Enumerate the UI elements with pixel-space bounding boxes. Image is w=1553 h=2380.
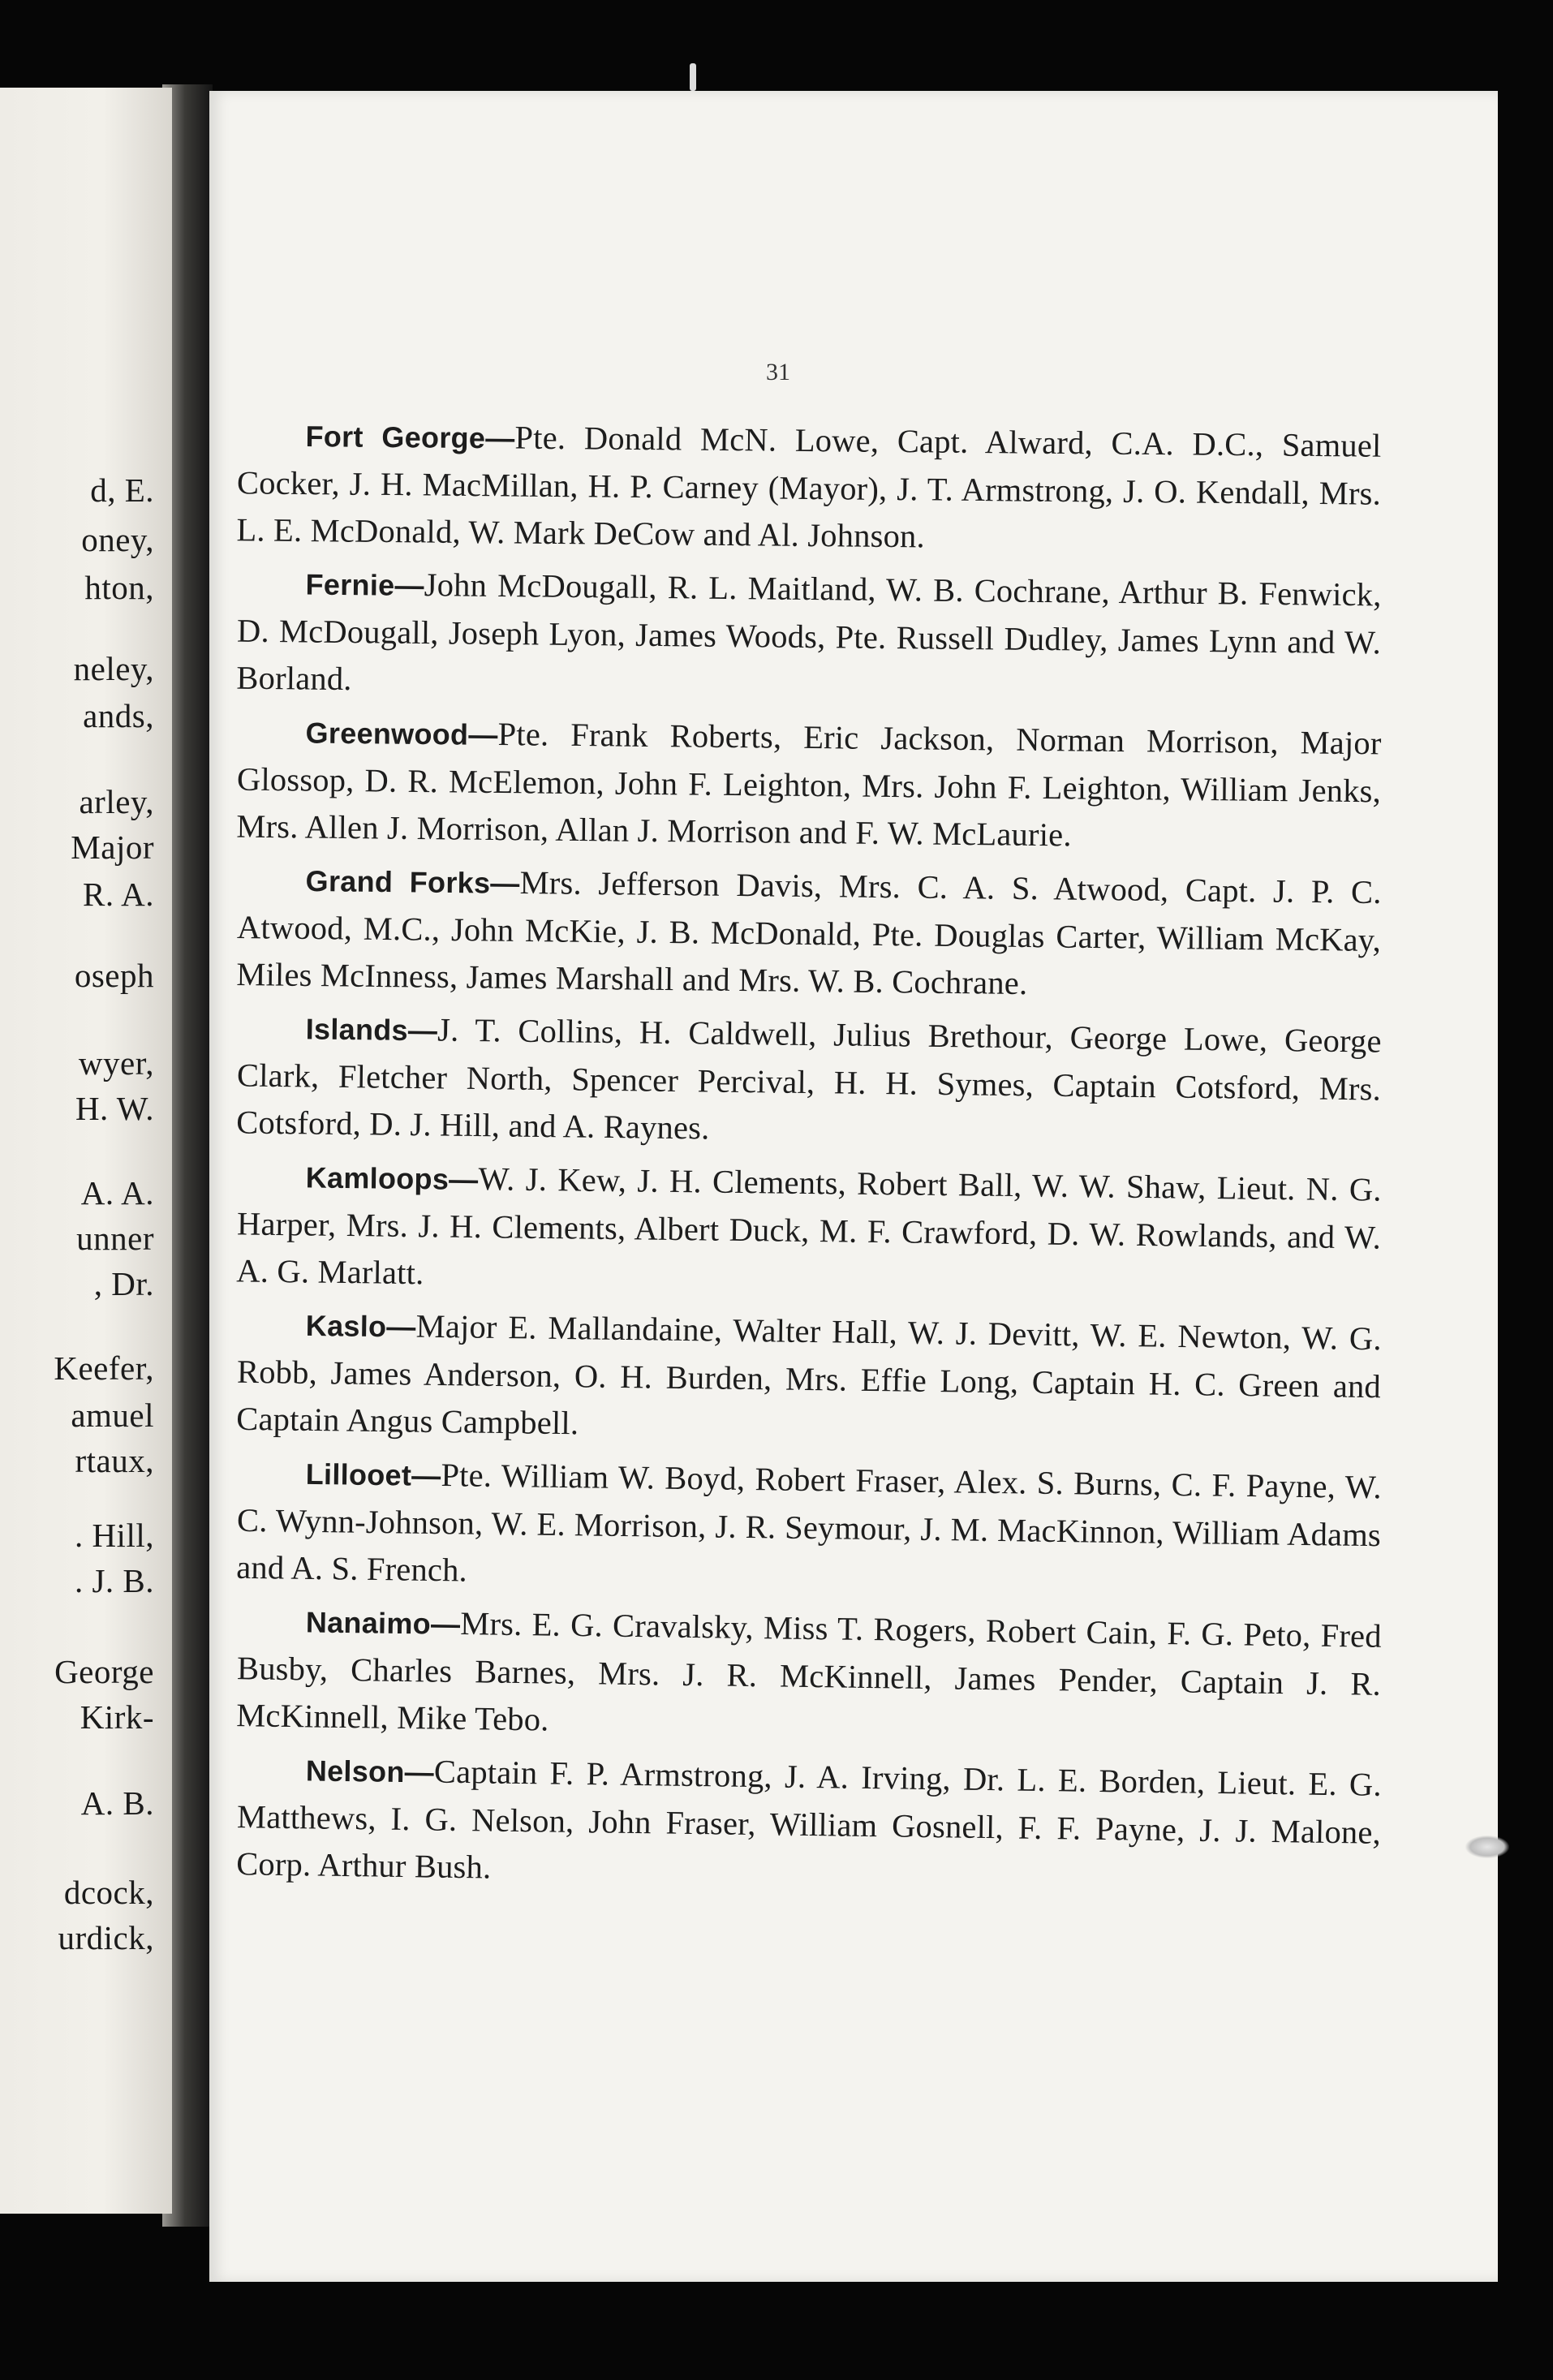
left-page-line: Major [71,828,154,866]
left-page-line: d, E. [90,471,154,509]
district-names-list: Mrs. Jefferson Davis, Mrs. C. A. S. Atwood, Capt. J. P. C. Atwood, M.C., John McKie, J. B. McDonald, Pte. Douglas Carter, William McKay, Miles McInness, James Marshall and Mrs. W. B. Cochrane. [236,863,1382,1002]
district-entry [236,856,1382,1011]
scan-mark [690,63,696,91]
left-page-line: A. B. [80,1784,154,1822]
paper-clip-mark [1465,1836,1509,1858]
left-page-line: dcock, [63,1874,154,1911]
left-page-line: A. A. [80,1174,154,1212]
district-entry [236,560,1382,714]
book-page [209,91,1498,2282]
left-page-line: H. W. [75,1090,154,1127]
district-names-list: Pte. Frank Roberts, Eric Jackson, Norman Morrison, Major Glossop, D. R. McElemon, John F. Leighton, Mrs. John F. Leighton, William Jenks, Mrs. Allen J. Morrison, Allan J. Morrison and F. W. McLaurie. [236,715,1382,854]
left-page-line: urdick, [58,1919,154,1956]
left-page-line: arley, [79,783,154,820]
left-page-line: , Dr. [93,1265,154,1302]
left-page-line: amuel [71,1397,154,1434]
district-name: Fernie— [305,567,424,603]
district-entry [236,1004,1382,1160]
left-page-line: Keefer, [54,1349,154,1387]
district-name: Kaslo— [305,1308,416,1344]
district-name: Grand Forks— [305,863,520,900]
left-page-line: oney, [81,521,154,558]
district-names-list: John McDougall, R. L. Maitland, W. B. Cochrane, Arthur B. Fenwick, D. McDougall, Joseph Lyon, James Woods, Pte. Russell Dudley, James Lynn and W. Borland. [236,566,1382,698]
page-number: 31 [766,359,790,385]
district-name: Lillooet— [305,1457,441,1493]
left-page-fragment [0,88,172,2214]
district-names-list: Mrs. E. G. Cravalsky, Miss T. Rogers, Robert Cain, F. G. Peto, Fred Busby, Charles Barnes, Mrs. J. R. McKinnell, James Pender, Captain J. R. McKinnell, Mike Tebo. [235,1604,1383,1738]
left-page-line: rtaux, [75,1442,154,1479]
district-entry [236,1152,1382,1308]
district-name: Greenwood— [305,716,498,751]
left-page-line: Kirk- [80,1698,154,1736]
district-names-list: W. J. Kew, J. H. Clements, Robert Ball, W. W. Shaw, Lieut. N. G. Harper, Mrs. J. H. Clements, Albert Duck, M. F. Crawford, D. W. Rowlands, and W. A. G. Marlatt. [236,1160,1382,1292]
left-page-line: neley, [73,650,154,687]
district-entry [236,1301,1382,1457]
left-page-line: hton, [84,569,154,606]
district-name: Kamloops— [305,1160,479,1197]
district-entry [236,1745,1382,1904]
district-list [237,417,1381,1902]
left-page-line: oseph [74,957,154,994]
left-page-line: ands, [83,697,154,734]
left-page-line: George [54,1653,154,1690]
left-page-line: unner [76,1220,154,1257]
district-names-list: Major E. Mallandaine, Walter Hall, W. J. Devitt, W. E. Newton, W. G. Robb, James Anderson, O. H. Burden, Mrs. Effie Long, Captain H. C. Green and Captain Angus Campbell. [236,1307,1383,1442]
district-entry [236,1449,1382,1606]
district-entry [236,1597,1382,1755]
district-entry [236,708,1382,863]
district-name: Nanaimo— [305,1605,461,1641]
district-names-list: Pte. William W. Boyd, Robert Fraser, Alex. S. Burns, C. F. Payne, W. C. Wynn-Johnson, W. E. Morrison, J. R. Seymour, J. M. MacKinnon, William Adams and A. S. French. [236,1457,1383,1589]
left-page-line: wyer, [78,1044,154,1082]
left-page-line: . J. B. [74,1562,154,1599]
left-page-line: . Hill, [74,1517,154,1554]
left-page-line: R. A. [83,876,154,913]
district-name: Nelson— [305,1754,435,1789]
district-name: Fort George— [305,420,515,455]
district-names-list: J. T. Collins, H. Caldwell, Julius Brethour, George Lowe, George Clark, Fletcher North, Spencer Percival, H. H. Symes, Captain Cotsford, Mrs. Cotsford, D. J. Hill, and A. Raynes. [236,1011,1382,1147]
district-names-list: Pte. Donald McN. Lowe, Capt. Alward, C.A. D.C., Samuel Cocker, J. H. MacMillan, H. P. Carney (Mayor), J. T. Armstrong, J. O. Kendall, Mrs. L. E. McDonald, W. Mark DeCow and Al. Johnson. [236,419,1382,555]
district-entry [236,411,1382,565]
district-name: Islands— [305,1012,438,1048]
district-names-list: Captain F. P. Armstrong, J. A. Irving, Dr. L. E. Borden, Lieut. E. G. Matthews, I. G. Nelson, John Fraser, William Gosnell, F. F. Payne, J. J. Malone, Corp. Arthur Bush. [235,1753,1383,1886]
